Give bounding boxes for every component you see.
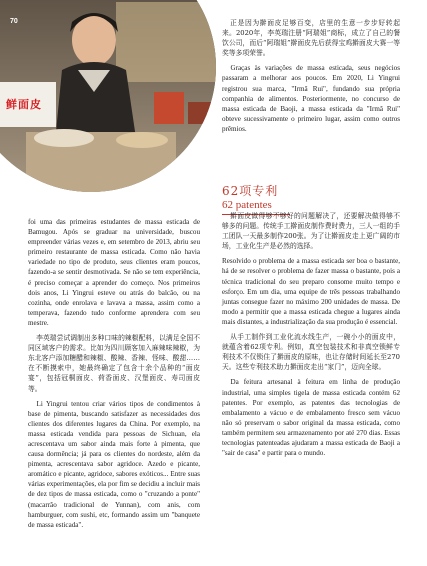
- right-column-bottom: [222, 211, 400, 463]
- paragraph-zh-chili-flavors: 李英瑞尝试调制出多种口味的辣椒配料，以满足全国不同区域客户的需求。比如为四川顾客加入麻辣味辣椒，为东北客户添加糖醋和辣椒、酸辣、香辣、怪味、酸甜……在不断摸索中，她最终确定了包含十余个品种的“面皮宴”，包括冠桐面皮、荷香面皮、汉堡面皮、寿司面皮等。: [28, 334, 200, 393]
- paragraph-patents: Da feitura artesanal à feitura em linha de produção industrial, uma simples tigela de massa esticada contém 62 patentes. Por exemplo, as patentes das tecnologias de embalamento a vácuo e de embalamento fresco sem vácuo não só preservam o sabor original da massa esticada, como também permitem seu armazenamento por até 270 dias. Essas tecnologias patenteadas ajudaram a massa esticada de Baoji a "sair de casa" e partir para o mundo.: [222, 378, 400, 458]
- left-column: [28, 217, 200, 535]
- paragraph-chili-flavors: Li Yingrui tentou criar vários tipos de condimentos à base de pimenta, buscando satisfazer as necessidades dos clientes dos diferentes lugares da China. Por exemplo, na massa esticada vendida para pessoas de Sichuan, ela acrescentava um sabor ainda mais forte à pimenta, que causa dormência; já para os clientes do nordeste, além da pimenta, acrescentava sabor agridoce. Azedo e picante, aromático e picante, agridoce, sabores exóticos... Entre suas várias experimentações, ela por fim se decidiu a incluir mais de dez tipos de massa esticada, como o "cruzando a ponte" (macarrão tradicional de Yunnan), com anis, com hamburguer, com sushi, etc, formando assim um "banquete de massa esticada".: [28, 399, 200, 529]
- paragraph-brand: Graças às variações de massa esticada, seus negócios passaram a melhorar aos poucos. Em 2020, Li Yingrui registrou sua marca, "Irmã Rui", fundando sua própria companhia de alimentos. Posteriormente, no concurso de massa esticada de Baoji, a massa esticada da "Irmã Rui" obteve sucessivamente o primeiro lugar, assim como outros prêmios.: [222, 64, 400, 133]
- paragraph-graduation: foi uma das primeiras estudantes de massa esticada de Bamugou. Após se graduar na universidade, buscou empreender várias vezes e, em setembro de 2013, abriu seu primeiro restaurante de massa esticada. Como não havia variedade no tipo de produto, seus clientes eram poucos, fazendo-a se sentir desmotivada. Se não se tem experiência, é preciso começar a aprender do começo. Nos primeiros dois anos, Li Yingrui esteve ou atrás do balcão, ou na cozinha, onde enrolava e lavava a massa, assim como a temperava, fazendo tudo conforme aprendera com seu mestre.: [28, 218, 200, 327]
- shop-sign-text: 鲜面皮: [6, 98, 42, 111]
- section-title-zh: 62项专利: [222, 184, 279, 198]
- page-number: 70: [10, 18, 18, 25]
- paragraph-zh-patents: 从手工制作到工业化流水线生产，一碗小小的面皮中，就蕴含着62项专利。例如，真空包装技术和非真空锁鲜专利技术不仅锁住了擀面皮的原味，也让存储时间延长至270天。这些专利技术助力擀面皮走出“家门”，迈向全球。: [222, 333, 400, 372]
- section-title-pt: 62 patentes: [222, 199, 272, 211]
- paragraph-zh-production: 擀面皮做得够不够好的问题解决了，还要解决做得够不够多的问题。传统手工擀面皮制作费时费力，三人一组的手工团队一天最多制作200张。为了让擀面皮走上更广阔的市场，工业化生产是必然的选择。: [222, 212, 400, 251]
- paragraph-production: Resolvido o problema de a massa esticada ser boa o bastante, há de se resolver o problema de fazer massa o bastante, pois a técnica tradicional do seu preparo consome muito tempo e esforço. Em um dia, uma equipe de três pessoas trabalhando juntas consegue fazer no máximo 200 unidades de massa. De modo a permitir que a massa esticada chegue a lugares ainda mais distantes, a industrialização da sua produção é essencial.: [222, 257, 400, 326]
- right-column-top: [222, 18, 400, 139]
- paragraph-zh-brand: 正是因为擀面皮足够百变，店里的生意一步步好转起来。2020年，李英瑞注册“阿瑞姐”商标，成立了自己的餐饮公司，而后“阿瑞姐”擀面皮先后获得宝鸡擀面皮大赛一等奖等多项荣誉。: [222, 19, 400, 58]
